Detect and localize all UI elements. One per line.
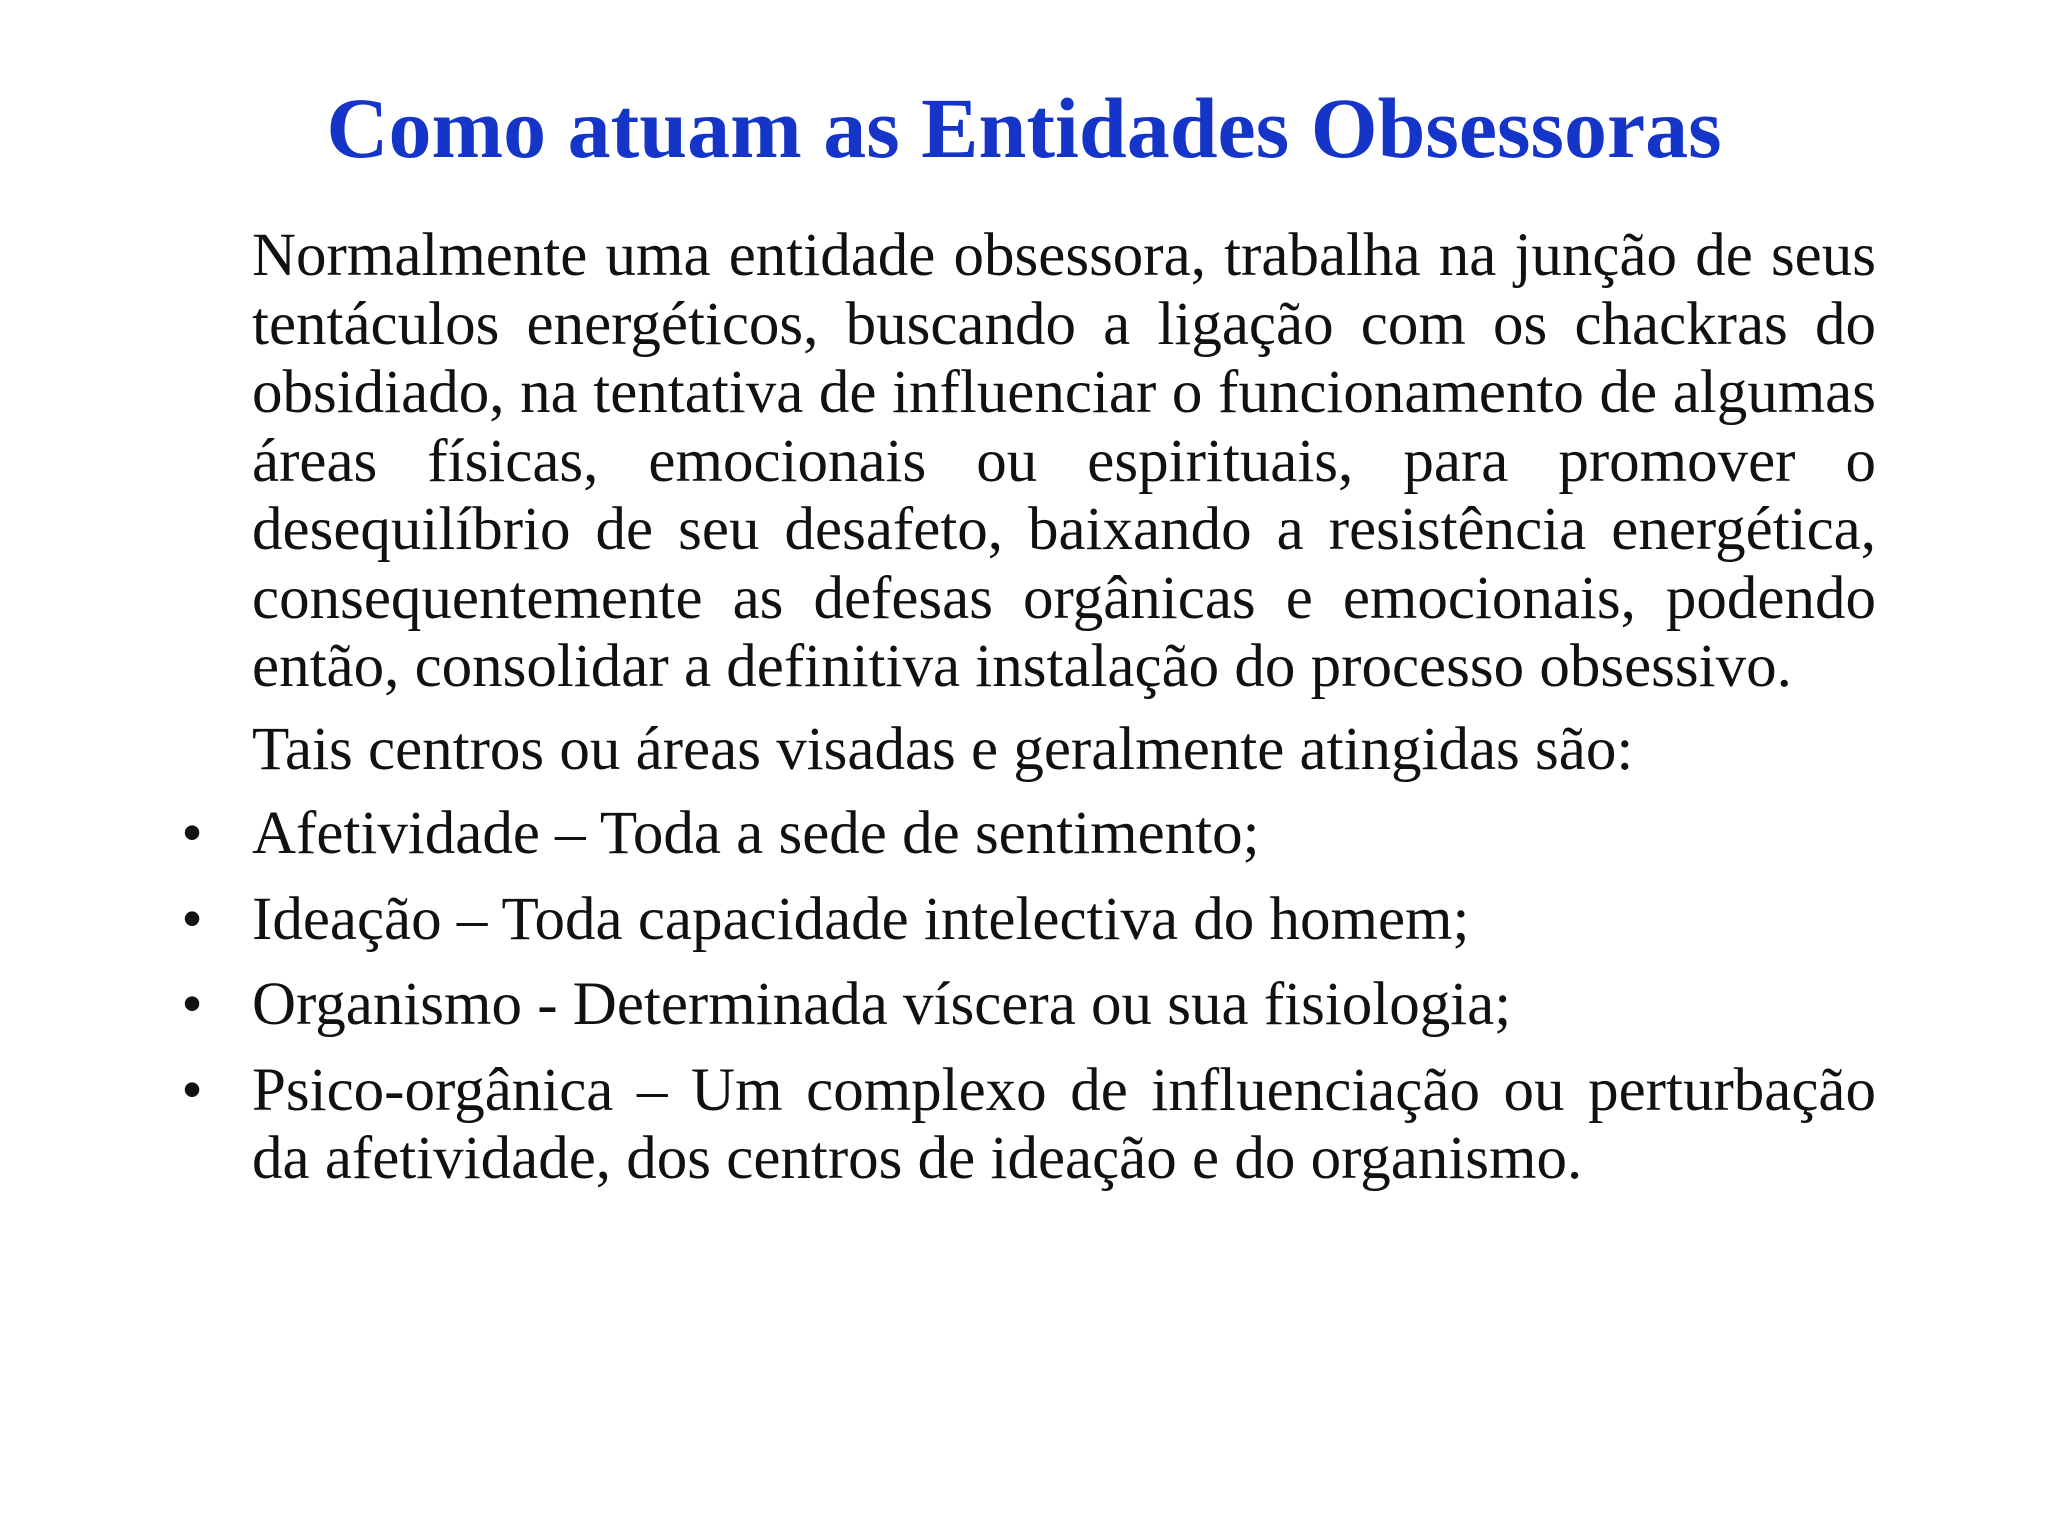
- bullet-icon: •: [181, 885, 203, 953]
- bullet-list: [181, 800, 1876, 1194]
- bullet-item-afetividade: [181, 800, 1876, 869]
- slide-title: Como atuam as Entidades Obsessoras: [326, 80, 1722, 176]
- bullet-icon: •: [181, 971, 203, 1038]
- bullet-item-organismo: [181, 971, 1876, 1040]
- bullet-text: Psico-orgânica – Um complexo de influenciação ou perturbação da afetividade, dos centros de ideação e do organismo.: [252, 1056, 1876, 1192]
- bullet-icon: •: [181, 1056, 203, 1124]
- intro-paragraph: Normalmente uma entidade obsessora, trabalha na junção de seus tentáculos energéticos, buscando a ligação com os chackras do obsidiado, na tentativa de influenciar o funcionamento de algumas áreas físicas, emocionais ou espirituais, para promover o desequilíbrio de seu desafeto, baixando a resistência energética, consequentemente as defesas orgânicas e emocionais, podendo então, consolidar a definitiva instalação do processo obsessivo.: [252, 222, 1876, 700]
- bullet-item-psico-organica: [181, 1056, 1876, 1194]
- slide-body: [181, 222, 1876, 1194]
- bullet-text: Ideação – Toda capacidade intelectiva do homem;: [252, 885, 1470, 953]
- bullet-item-ideacao: [181, 885, 1876, 955]
- bullet-text: Organismo - Determinada víscera ou sua fisiologia;: [252, 971, 1512, 1038]
- list-intro-paragraph: Tais centros ou áreas visadas e geralmente atingidas são:: [252, 715, 1634, 783]
- bullet-icon: •: [181, 800, 203, 867]
- bullet-text: Afetividade – Toda a sede de sentimento;: [252, 800, 1260, 867]
